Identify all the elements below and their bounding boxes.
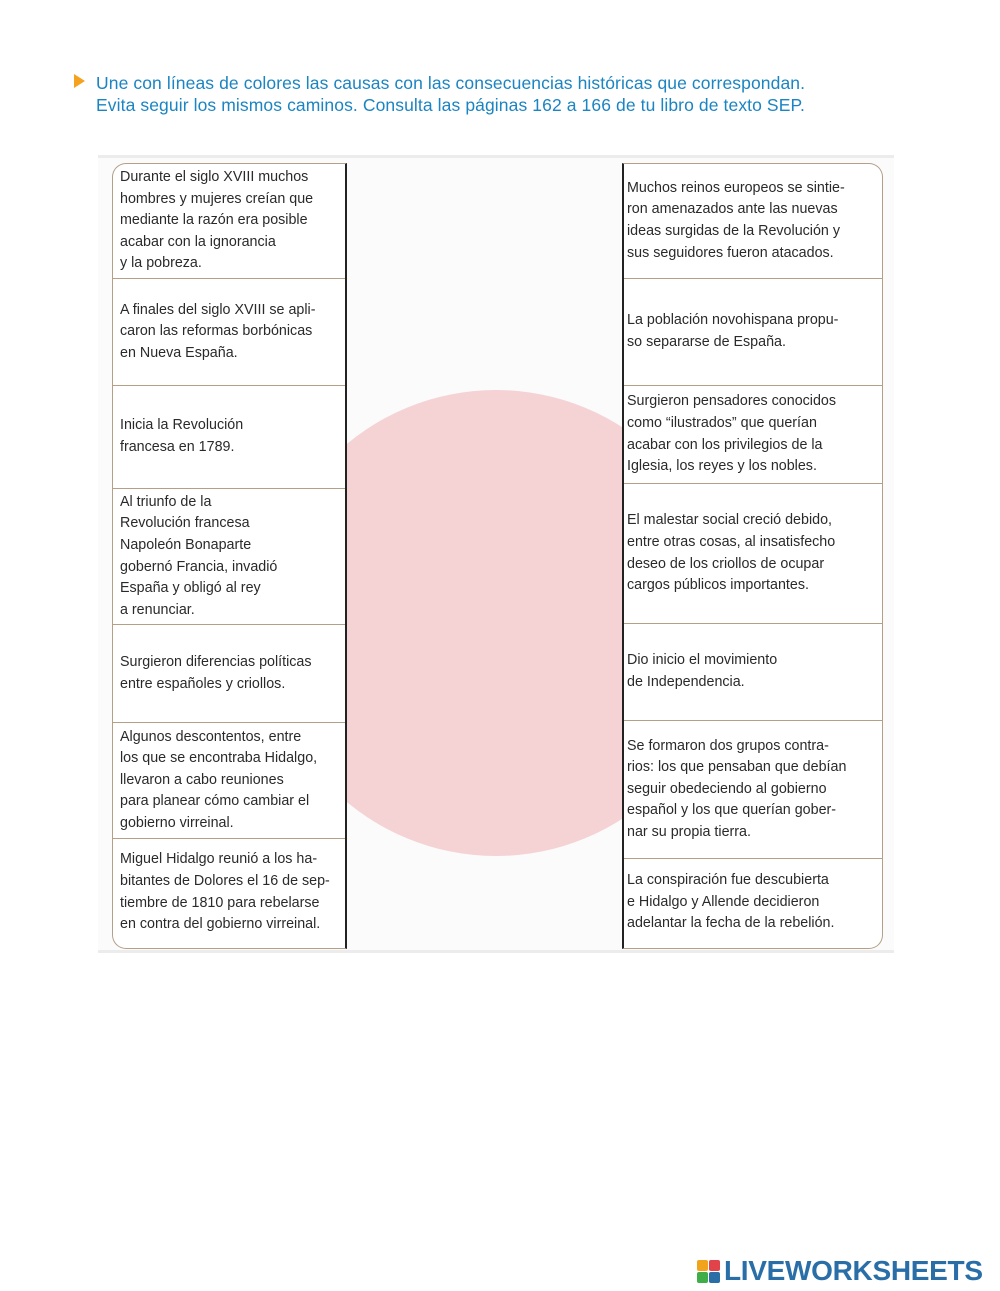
- line-drawing-area[interactable]: [348, 163, 618, 947]
- consequence-item[interactable]: La población novohispana propu- so separarse de España.: [624, 279, 882, 386]
- consequence-item[interactable]: Muchos reinos europeos se sintie- ron amenazados ante las nuevas ideas surgidas de la Revolución y sus seguidores fueron atacados.: [624, 164, 882, 279]
- instruction-line-2: Evita seguir los mismos caminos. Consulta las páginas 162 a 166 de tu libro de texto SEP.: [96, 95, 805, 115]
- instructions: [74, 72, 954, 116]
- cause-item[interactable]: Inicia la Revolución francesa en 1789.: [113, 386, 345, 489]
- logo-grid-icon: [697, 1260, 720, 1283]
- instruction-line-1: Une con líneas de colores las causas con las consecuencias históricas que correspondan.: [96, 73, 806, 93]
- logo-text: LIVEWORKSHEETS: [724, 1255, 983, 1286]
- liveworksheets-logo: [697, 1254, 983, 1288]
- consequence-item[interactable]: Se formaron dos grupos contra- rios: los que pensaban que debían seguir obedeciendo al gobierno español y los que querían gober- nar su propia tierra.: [624, 721, 882, 859]
- cause-item[interactable]: Durante el siglo XVIII muchos hombres y mujeres creían que mediante la razón era posible acabar con la ignorancia y la pobreza.: [113, 164, 345, 279]
- matching-worksheet: [98, 155, 894, 953]
- cause-item[interactable]: Miguel Hidalgo reunió a los ha- bitantes de Dolores el 16 de sep- tiembre de 1810 para rebelarse en contra del gobierno virreinal.: [120, 851, 330, 933]
- consequence-item[interactable]: La conspiración fue descubierta e Hidalgo y Allende decidieron adelantar la fecha de la rebelión.: [627, 872, 835, 932]
- consequences-column: [622, 163, 883, 949]
- arrow-bullet-icon: [74, 74, 85, 88]
- cause-item[interactable]: Al triunfo de la Revolución francesa Napoleón Bonaparte gobernó Francia, invadió España y obligó al rey a renunciar.: [113, 489, 345, 625]
- consequence-item[interactable]: Dio inicio el movimiento de Independencia.: [624, 624, 882, 721]
- consequence-item[interactable]: El malestar social creció debido, entre otras cosas, al insatisfecho deseo de los criollos de ocupar cargos públicos importantes.: [624, 484, 882, 624]
- cause-item[interactable]: Surgieron diferencias políticas entre españoles y criollos.: [113, 625, 345, 723]
- causes-column: [112, 163, 347, 949]
- consequence-item[interactable]: Surgieron pensadores conocidos como “ilustrados” que querían acabar con los privilegios de la Iglesia, los reyes y los nobles.: [624, 386, 882, 484]
- cause-item[interactable]: Algunos descontentos, entre los que se encontraba Hidalgo, llevaron a cabo reuniones para planear cómo cambiar el gobierno virreinal.: [113, 723, 345, 839]
- cause-item[interactable]: A finales del siglo XVIII se apli- caron las reformas borbónicas en Nueva España.: [113, 279, 345, 386]
